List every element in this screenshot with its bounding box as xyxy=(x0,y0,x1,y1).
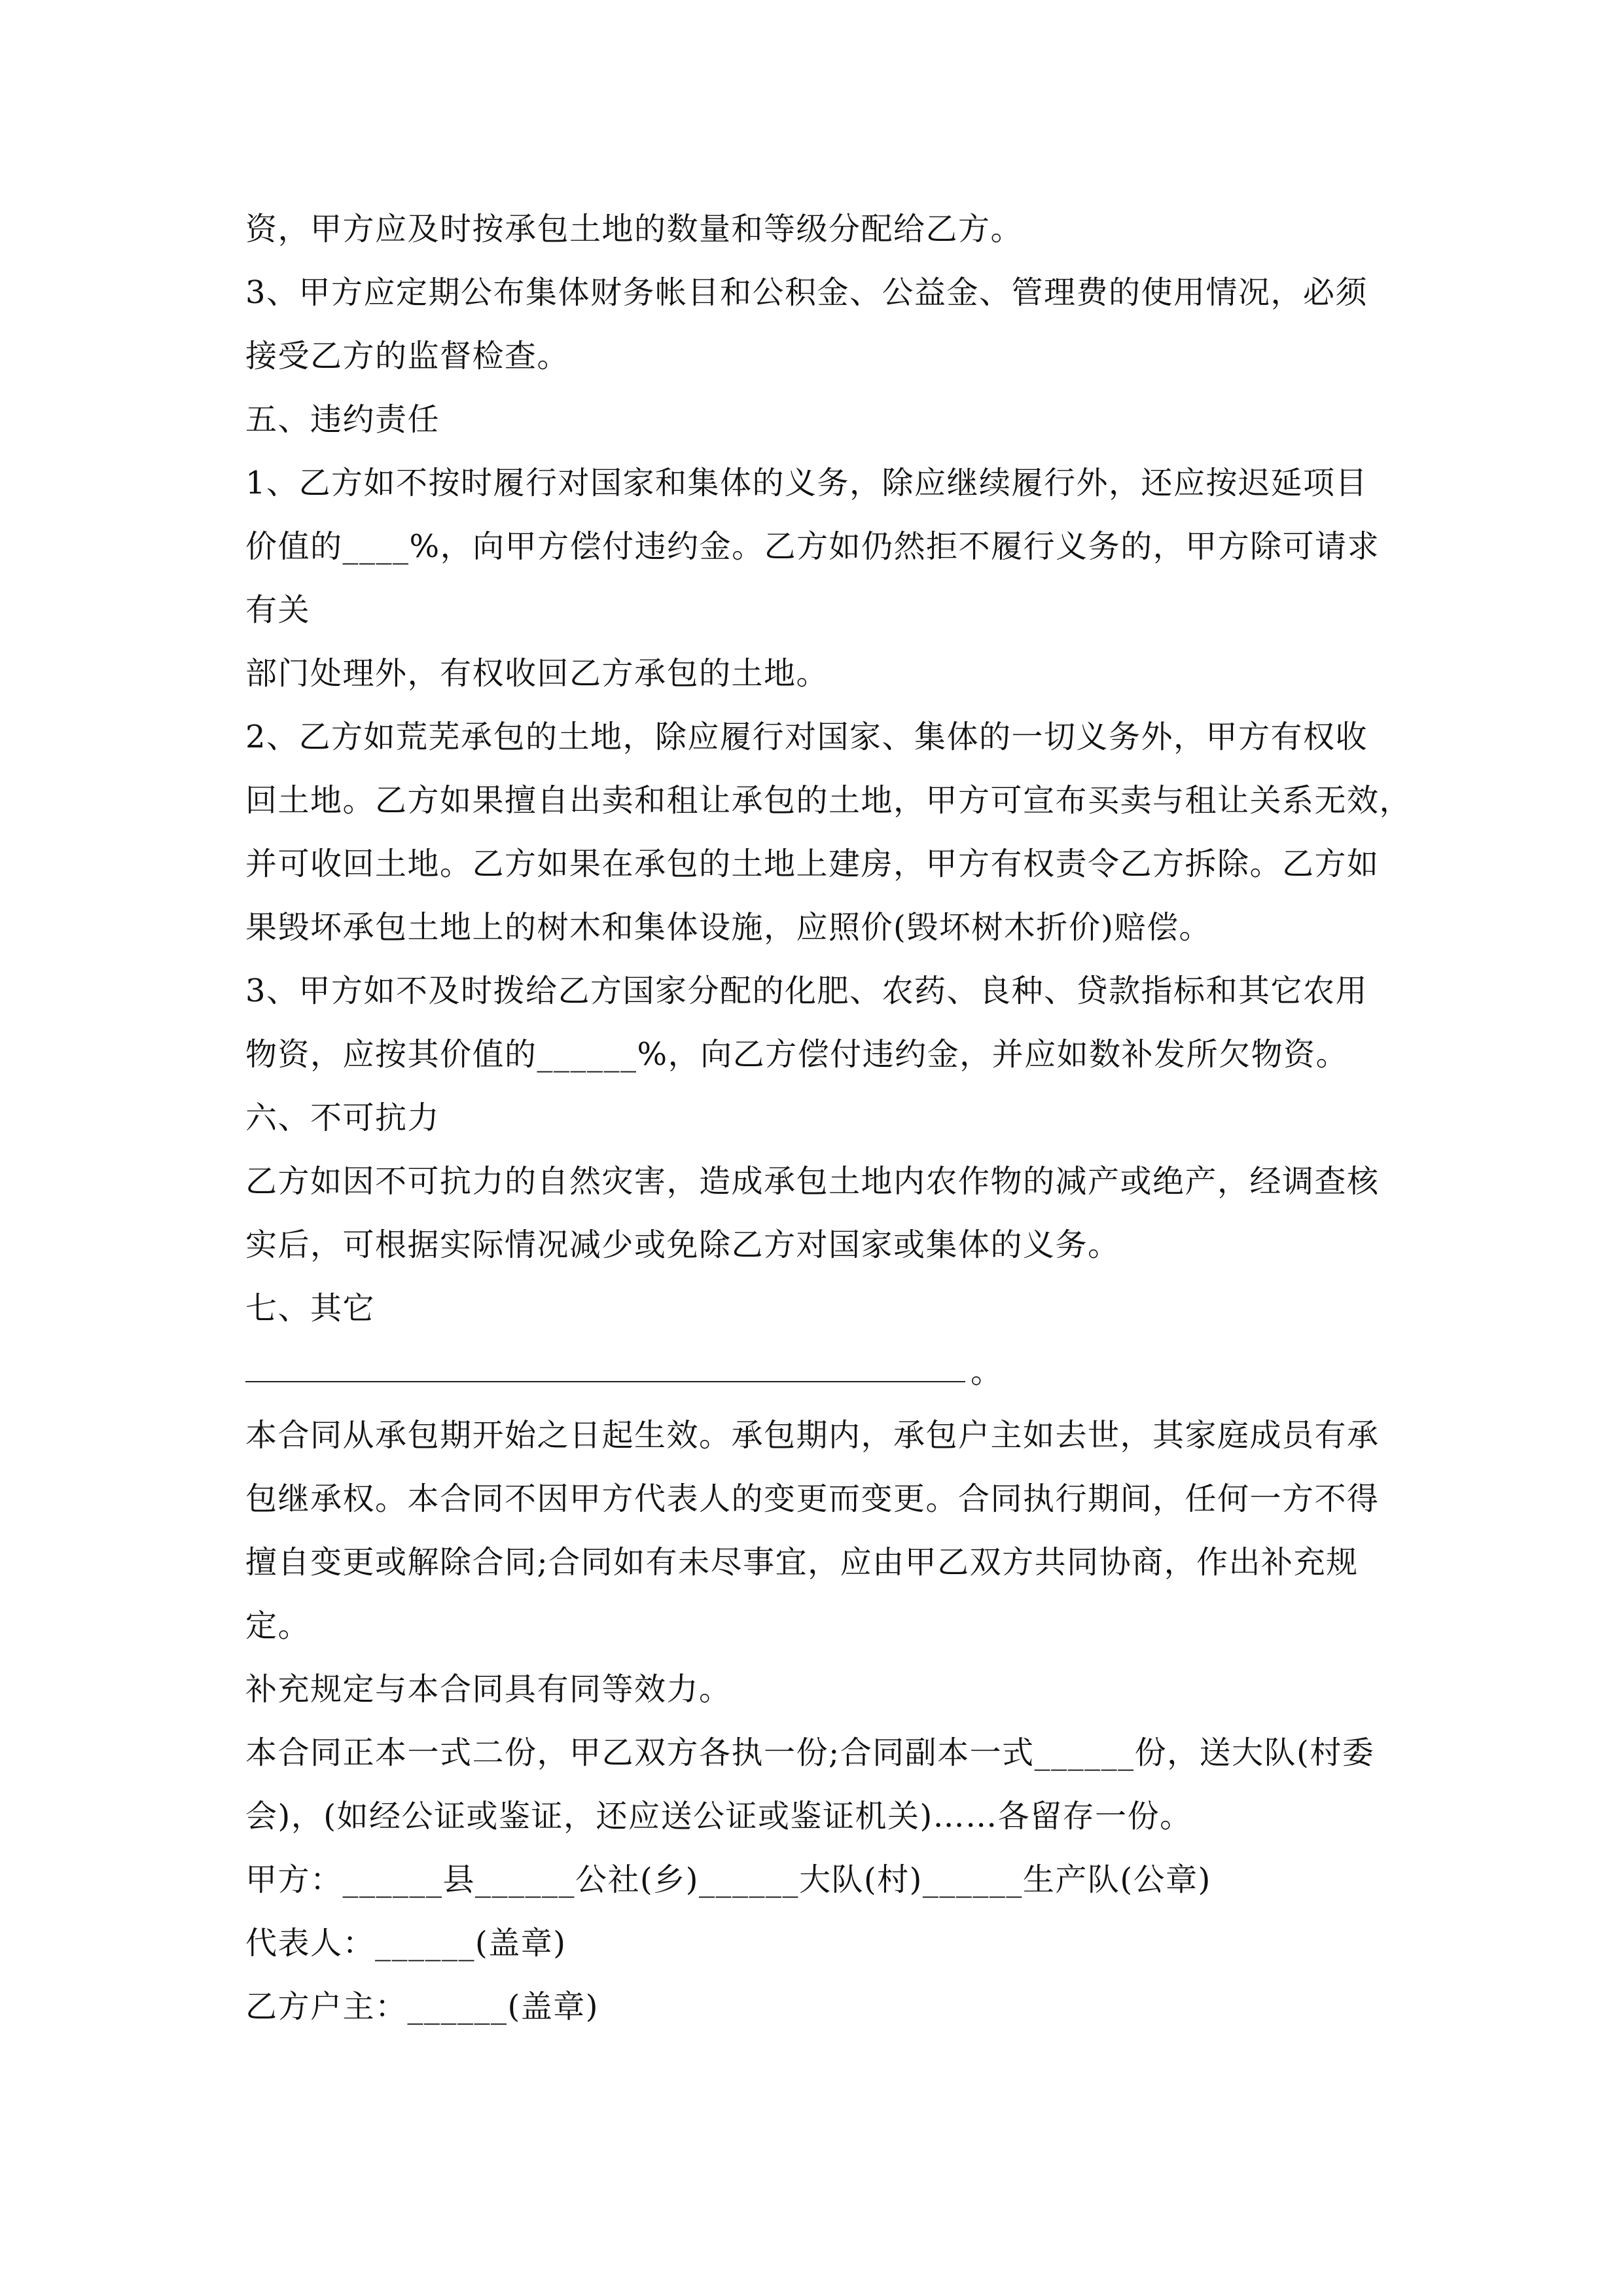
text-line: 3、甲方应定期公布集体财务帐目和公积金、公益金、管理费的使用情况，必须 xyxy=(245,274,1368,311)
text-line: 定。 xyxy=(245,1607,311,1644)
text-line: 2、乙方如荒芜承包的土地，除应履行对国家、集体的一切义务外，甲方有权收 xyxy=(245,719,1368,755)
text-line: 回土地。乙方如果擅自出卖和租让承包的土地，甲方可宣布买卖与租让关系无效， xyxy=(245,782,1412,819)
text-line: 有关 xyxy=(245,592,311,628)
text-line: 3、甲方如不及时拨给乙方国家分配的化肥、农药、良种、贷款指标和其它农用 xyxy=(245,973,1368,1009)
text-line: 1、乙方如不按时履行对国家和集体的义务，除应继续履行外，还应按迟延项目 xyxy=(245,465,1368,501)
blank-underline xyxy=(245,1381,965,1382)
text-line: 价值的____%，向甲方偿付违约金。乙方如仍然拒不履行义务的，甲方除可请求 xyxy=(245,528,1380,565)
text-line: 补充规定与本合同具有同等效力。 xyxy=(245,1671,732,1708)
text-line: 包继承权。本合同不因甲方代表人的变更而变更。合同执行期间，任何一方不得 xyxy=(245,1480,1380,1517)
text-line: 接受乙方的监督检查。 xyxy=(245,338,570,374)
text-line: 本合同正本一式二份，甲乙双方各执一份;合同副本一式______份，送大队(村委 xyxy=(245,1734,1375,1771)
text-line: 乙方如因不可抗力的自然灾害，造成承包土地内农作物的减产或绝产，经调查核 xyxy=(245,1163,1380,1200)
party-a-signature-line: 甲方：______县______公社(乡)______大队(村)______生产队(公章) xyxy=(245,1861,1211,1898)
document-body xyxy=(245,198,1412,2039)
section-heading-force-majeure: 六、不可抗力 xyxy=(245,1100,440,1136)
text-line: 资，甲方应及时按承包土地的数量和等级分配给乙方。 xyxy=(245,211,1024,247)
text-line: 物资，应按其价值的______%，向乙方偿付违约金，并应如数补发所欠物资。 xyxy=(245,1036,1349,1073)
text-line: 擅自变更或解除合同;合同如有未尽事宜，应由甲乙双方共同协商，作出补充规 xyxy=(245,1544,1359,1581)
text-line: 并可收回土地。乙方如果在承包的土地上建房，甲方有权责令乙方拆除。乙方如 xyxy=(245,846,1380,882)
blank-line-period: 。 xyxy=(971,1354,1003,1390)
representative-signature-line: 代表人：______(盖章) xyxy=(245,1925,567,1962)
text-line: 会)，(如经公证或鉴证，还应送公证或鉴证机关)……各留存一份。 xyxy=(245,1798,1192,1835)
section-heading-breach: 五、违约责任 xyxy=(245,401,440,438)
text-line: 部门处理外，有权收回乙方承包的土地。 xyxy=(245,655,829,692)
party-b-signature-line: 乙方户主：______(盖章) xyxy=(245,1988,599,2025)
text-line: 本合同从承包期开始之日起生效。承包期内，承包户主如去世，其家庭成员有承 xyxy=(245,1417,1380,1454)
section-heading-other: 七、其它 xyxy=(245,1290,376,1327)
text-line: 果毁坏承包土地上的树木和集体设施，应照价(毁坏树木折价)赔偿。 xyxy=(245,909,1211,946)
text-line: 实后，可根据实际情况减少或免除乙方对国家或集体的义务。 xyxy=(245,1227,1120,1263)
blank-fill-line xyxy=(245,1340,1384,1404)
